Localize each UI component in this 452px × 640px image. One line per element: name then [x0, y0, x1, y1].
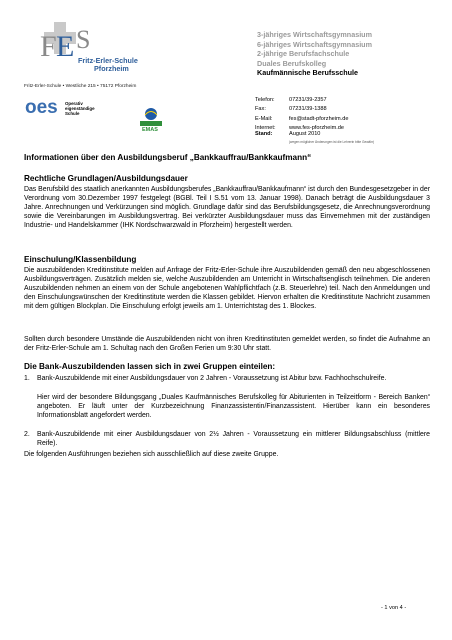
school-type-list [257, 30, 372, 78]
school-type-item: 3-jähriges Wirtschaftsgymnasium [257, 30, 372, 39]
oes-caption: Operativ eigenständige Schule [65, 101, 95, 117]
logo-line1: Fritz-Erler-Schule [78, 56, 138, 65]
stand-label: Stand: [255, 131, 273, 137]
school-type-item: Duales Berufskolleg [257, 58, 327, 68]
svg-text:EMAS: EMAS [142, 127, 158, 132]
contact-row-web: Internet: www.fes-pforzheim.de [255, 124, 345, 131]
emas-logo [138, 106, 164, 132]
paragraph: Das Berufsbild des staatlich anerkannten Ausbildungsberufes „Bankkauffrau/Bankkaufmann“ ist durch den Bundesgesetzgeber in der Verordnung vom 30.Dezember 1997 festgelegt (BGBl. Teil I S.51 vom 13. Januar 1998). Danach beträgt die Ausbildungsdauer 3 Jahre. Anrechnungen und Verkürzungen sind möglich. Grundlage dafür sind das Berufsbildungsgesetz, die Anrechnungsverordnung sowie die Vereinbarungen im Ausbildungsvertrag. Bei verkürzter Ausbildungsdauer muss das Einvernehmen mit der zuständigen Industrie- und Handelskammer (IHK Nordschwarzwald in Pforzheim) hergestellt werden. [24, 186, 430, 229]
school-type-item: 6-jähriges Wirtschaftsgymnasium [257, 39, 372, 49]
paragraph: Die folgenden Ausführungen beziehen sich ausschließlich auf diese zweite Gruppe. [24, 451, 279, 458]
school-type-item: 2-jährige Berufsfachschule [257, 49, 350, 59]
list-item-text: Bank-Auszubildende mit einer Ausbildungsdauer von 2 Jahren - Voraussetzung ist Abitur bzw. Fachhochschulreife. [37, 375, 387, 382]
list-number: 2. [24, 431, 30, 438]
stand-date: August 2010 [289, 131, 321, 137]
svg-text:S: S [76, 25, 91, 54]
paragraph: Sollten durch besondere Umstände die Auszubildenden nicht von ihren Kreditinstituten gemeldet werden, so findet die Aufnahme an der Fritz-Erler-Schule am 1. Schultag nach den Großen Ferien um 9:30 Uhr statt. [24, 336, 430, 352]
contact-row-fax: Fax: 07231/39-1388 [255, 106, 327, 113]
list-item-text: Bank-Auszubildende mit einer Ausbildungsdauer von 2½ Jahren - Voraussetzung ein mittlerer Bildungsabschluss (mittlere Reife). [37, 431, 430, 447]
section-heading: Die Bank-Auszubildenden lassen sich in zwei Gruppen einteilen: [24, 362, 276, 371]
school-address: Fritz-Erler-Schule • Westliche 215 • 75172 Pforzheim [24, 84, 137, 89]
oes-logo [24, 95, 60, 117]
page-title: Informationen über den Ausbildungsberuf „Bankkauffrau/Bankkaufmann“ [24, 153, 312, 162]
logo-line2: Pforzheim [94, 64, 129, 73]
section-heading: Einschulung/Klassenbildung [24, 255, 137, 264]
paragraph: Die auszubildenden Kreditinstitute melden auf Anfrage der Fritz-Erler-Schule ihre Auszubildenden gemäß den neu abgeschlossenen Ausbildungsverträgen. Zusätzlich melden sie, welche Auszubildenden am Unterricht in Wirtschaftsenglisch teilnehmen. Die anderen Auszubildenden nehmen an einem von der Schule angebotenen Wahlpflichtfach (z.B. Steuerlehre) teil. Nach den Anmeldungen und den Einschulungswünschen der Kreditinstitute werden die Klassen gebildet. Hiervon erhalten die Kreditinstitute Nachricht zusammen mit dem gültigen Blockplan. Die Einschulung erfolgt jeweils am 1. Unterrichtstag des 1. Blockes. [24, 267, 430, 310]
school-type-item: Kaufmännische Berufsschule [257, 68, 359, 78]
section-heading: Rechtliche Grundlagen/Ausbildungsdauer [24, 174, 188, 183]
stand-note: (wegen möglicher Änderungen ist die Lehrerin bitte Gewähr) [289, 140, 375, 144]
contact-row-email: E-Mail: fes@stadt-pforzheim.de [255, 115, 349, 122]
svg-text:oes: oes [25, 97, 58, 117]
contact-row-phone: Telefon: 07231/39-2357 [255, 97, 327, 103]
svg-text:F: F [40, 30, 57, 63]
list-number: 1. [24, 375, 30, 382]
contact-block [255, 96, 348, 133]
list-item-text: Hier wird der besondere Bildungsgang „Duales Kaufmännisches Berufskolleg für Abiturienten in Teilzeitform - Bereich Banken“ angeboten. Er läuft unter der Kurzbezeichnung Finanzassistentin/Finanzassistent. Hierüber kann ein besonderes Informationsblatt angefordert werden. [37, 394, 430, 419]
page-number: - 1 von 4 - [381, 605, 407, 611]
svg-text:E: E [56, 30, 75, 63]
